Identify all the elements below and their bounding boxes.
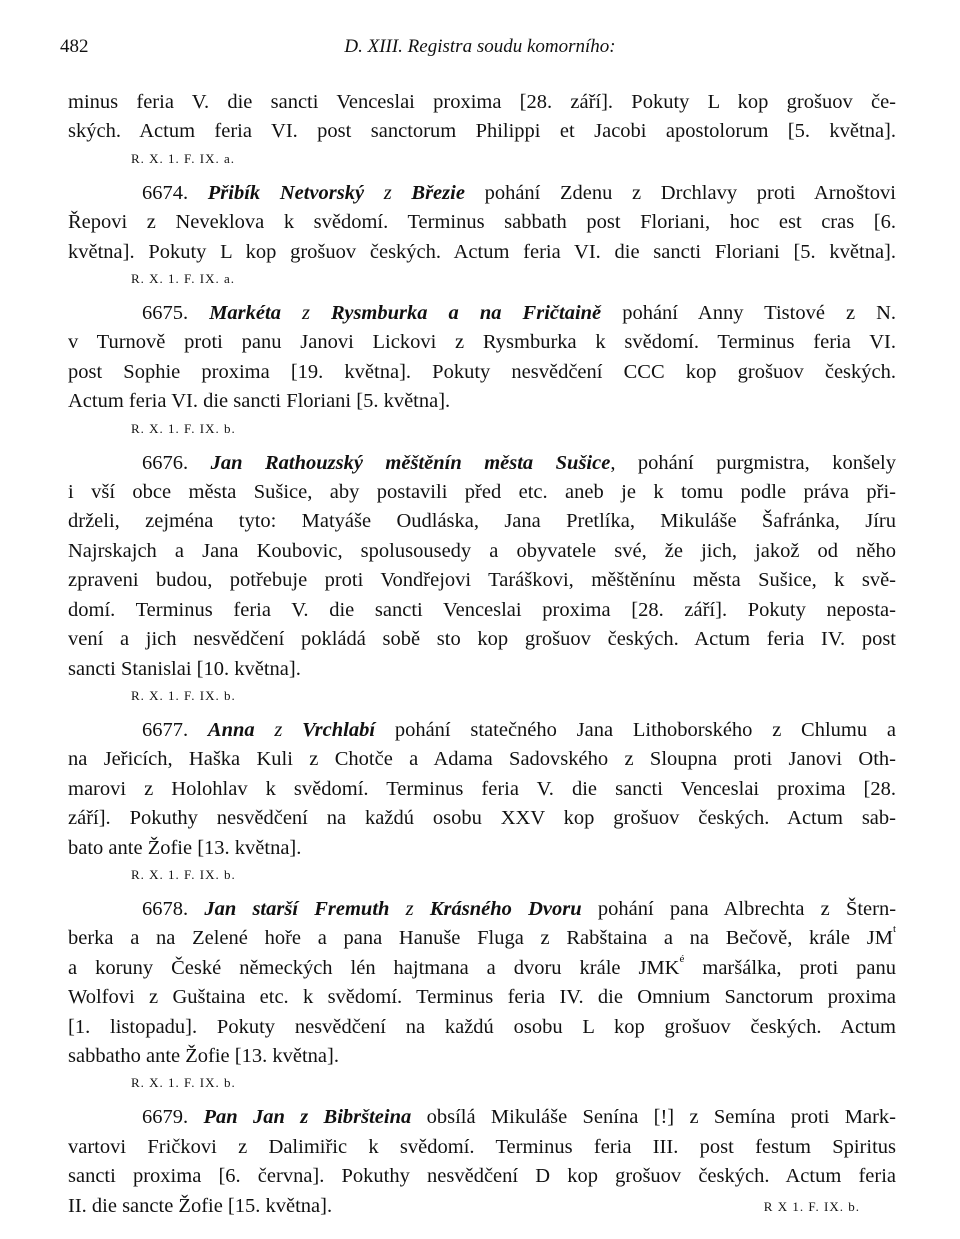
text-line <box>68 924 896 953</box>
text-line: května]. Pokuty L kop grošuov českých. Actum feria VI. die sancti Floriani [5. května]. <box>68 240 896 263</box>
archive-reference: R. X. 1. F. IX. a. <box>131 271 235 287</box>
person-name: Anna <box>207 718 255 741</box>
line-text: berka a na Zelené hoře a pana Hanuše Fluga z Rabštaina a na Bečově, krále JM <box>68 927 893 950</box>
archive-reference: R. X. 1. F. IX. b. <box>131 420 236 436</box>
text-line: sabbatho ante Žofie [13. května]. <box>68 1044 339 1067</box>
page-number: 482 <box>60 36 89 57</box>
document-body <box>68 88 896 1221</box>
text-line: Najrskajch a Jana Koubovic, spolusousedy a obyvatele své, že jich, jakož od něho <box>68 539 896 562</box>
entry-text: obsílá Mikuláše Senína [!] z Semína proti Mark- <box>426 1106 897 1129</box>
entry-6678-heading <box>68 895 896 924</box>
text-line: [1. listopadu]. Pokuty nesvědčení na každú osobu L kop grošuov českých. Actum <box>68 1015 896 1038</box>
entry-6674-heading <box>68 179 896 208</box>
entry-6677-heading <box>68 716 896 745</box>
text-line: na Jeřicích, Haška Kuli z Chotče a Adama Sadovského z Sloupna proti Janovi Oth- <box>68 748 896 771</box>
preposition: z <box>383 181 392 204</box>
entry-text: pohání Zdenu z Drchlavy proti Arnoštovi <box>484 181 896 204</box>
running-title: D. XIII. Registra soudu komorního: <box>344 36 616 57</box>
text-line: sancti proxima [6. června]. Pokuthy nesvědčení D kop grošuov českých. Actum feria <box>68 1165 896 1188</box>
text-line: marovi z Holohlav k svědomí. Terminus feria V. die sancti Venceslai proxima [28. <box>68 777 896 800</box>
entry-number: 6677. <box>142 718 189 741</box>
preposition: z <box>302 302 310 325</box>
person-name: Pan Jan z Bibršteina <box>203 1106 412 1129</box>
place-name: Březie <box>411 181 465 204</box>
person-name: Jan Rathouzský měštěnín města Sušice <box>210 451 611 474</box>
line-text: II. die sancte Žofie [15. května]. <box>68 1194 333 1217</box>
entry-text: pohání pana Albrechta z Štern- <box>597 897 897 920</box>
text-line: ských. Actum feria VI. post sanctorum Philippi et Jacobi apostolorum [5. května]. <box>68 120 896 143</box>
text-line: zpraveni budou, potřebuje proti Vondřejovi Taráškovi, měštěnínu města Sušice, k svě- <box>68 569 896 592</box>
text-line: vení a jich nesvědčení pokládá sobě sto kop grošuov českých. Actum feria IV. post <box>68 628 896 651</box>
text-line: září]. Pokuthy nesvědčení na každú osobu XXV kop grošuov českých. Actum sab- <box>68 807 896 830</box>
text-line: i vší obce města Sušice, aby postavili před etc. aneb je k tomu podle práva při- <box>68 481 896 504</box>
text-line: domí. Terminus feria V. die sancti Venceslai proxima [28. září]. Pokuty nepostа- <box>68 598 896 621</box>
entry-6679-heading <box>68 1103 896 1132</box>
text-line: Řepovi z Neveklova k svědomí. Terminus sabbath post Floriani, hoc est cras [6. <box>68 211 896 234</box>
entry-6676-heading <box>68 449 896 478</box>
entry-6675-heading <box>68 299 896 328</box>
line-text: a koruny České německých lén hajtmana a dvoru krále JMK <box>68 956 680 979</box>
archive-reference: R. X. 1. F. IX. b. <box>131 687 236 703</box>
text-line: drželi, zejména tyto: Matyáše Oudláska, Jana Pretlíka, Mikuláše Šafránka, Jíru <box>68 510 896 533</box>
place-name: Rysmburka a na Fričtaině <box>331 302 602 325</box>
text-line: bato ante Žofie [13. května]. <box>68 836 302 859</box>
text-line: Wolfovi z Guštaina etc. k svědomí. Terminus feria IV. die Omnium Sanctorum proxima <box>68 986 896 1009</box>
entry-text: pohání statečného Jana Lithoborského z Chlumu a <box>394 718 896 741</box>
entry-text: pohání Anny Tistové z N. <box>622 302 897 325</box>
superscript: é <box>679 952 685 965</box>
person-name: Přibík Netvorský <box>207 181 365 204</box>
line-text: maršálka, proti panu <box>702 956 897 979</box>
entry-text: , pohání purgmistra, konšely <box>610 451 897 474</box>
text-line: v Turnově proti panu Janovi Lickovi z Rysmburka k svědomí. Terminus feria VI. <box>68 331 896 354</box>
page-header <box>60 36 900 60</box>
entry-number: 6679. <box>142 1106 189 1129</box>
text-line: minus feria V. die sancti Venceslai proxima [28. září]. Pokuty L kop grošuov če- <box>68 91 896 113</box>
person-name: Markéta <box>209 302 281 325</box>
superscript: t <box>892 923 896 936</box>
entry-number: 6676. <box>142 451 189 474</box>
text-line <box>68 1192 896 1221</box>
entry-number: 6678. <box>142 897 189 920</box>
archive-reference: R. X. 1. F. IX. b. <box>131 866 236 882</box>
preposition: z <box>405 897 414 920</box>
person-name: Jan starší Fremuth <box>204 897 390 920</box>
entry-number: 6675. <box>142 302 189 325</box>
place-name: Vrchlabí <box>302 718 376 741</box>
text-line: Actum feria VI. die sancti Floriani [5. května]. <box>68 390 451 413</box>
text-line <box>68 954 896 983</box>
archive-reference: R. X. 1. F. IX. a. <box>131 150 235 166</box>
text-line: post Sophie proxima [19. května]. Pokuty nesvědčení CCC kop grošuov českých. <box>68 360 896 383</box>
archive-reference: R. X. 1. F. IX. b. <box>131 1075 236 1091</box>
preposition: z <box>274 718 283 741</box>
place-name: Krásného Dvoru <box>429 897 582 920</box>
entry-number: 6674. <box>142 181 189 204</box>
archive-reference: R X 1. F. IX. b. <box>763 1198 860 1214</box>
text-line: vartovi Fričkovi z Dalimiřic k svědomí. Terminus feria III. post festum Spiritus <box>68 1135 896 1158</box>
text-line: sancti Stanislai [10. května]. <box>68 657 301 680</box>
